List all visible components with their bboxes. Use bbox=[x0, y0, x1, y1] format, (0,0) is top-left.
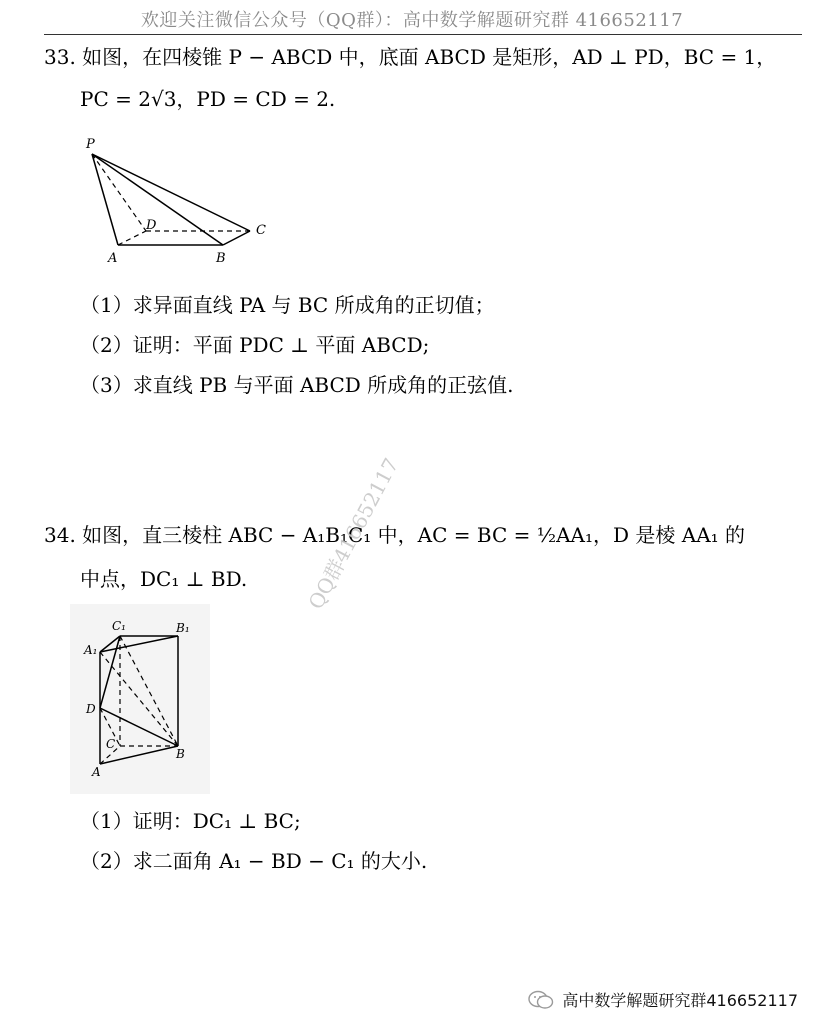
problem-34-stem-line-2: 中点，DC₁ ⊥ BD. bbox=[80, 567, 248, 591]
problem-34-question-2: （2）求二面角 A₁ − BD − C₁ 的大小. bbox=[80, 849, 428, 873]
label-A: A bbox=[108, 251, 118, 266]
label-B1: B₁ bbox=[176, 621, 190, 635]
problem-33-question-2: （2）证明：平面 PDC ⊥ 平面 ABCD; bbox=[80, 333, 430, 357]
edge-PA bbox=[92, 154, 118, 245]
footer-brand bbox=[528, 988, 798, 1011]
page-header: 欢迎关注微信公众号（QQ群）：高中数学解题研究群 416652117 bbox=[140, 10, 684, 31]
wechat-icon bbox=[528, 990, 554, 1010]
problem-34-prism-figure bbox=[70, 604, 210, 794]
label-A: A bbox=[92, 765, 101, 779]
edge-AD bbox=[118, 231, 146, 245]
label-B: B bbox=[216, 251, 226, 266]
problem-34-question-1: （1）证明：DC₁ ⊥ BC; bbox=[80, 809, 301, 833]
label-P: P bbox=[86, 137, 95, 152]
diagonal-watermark: QQ群416652117 bbox=[303, 454, 404, 614]
problem-33-question-1: （1）求异面直线 PA 与 BC 所成角的正切值； bbox=[80, 293, 495, 317]
footer-label: 高中数学解题研究群416652117 bbox=[562, 991, 798, 1010]
problem-33-pyramid-figure bbox=[80, 130, 280, 270]
edge-PD bbox=[92, 154, 146, 231]
label-C1: C₁ bbox=[112, 619, 126, 633]
label-B: B bbox=[176, 747, 185, 761]
label-A1: A₁ bbox=[84, 643, 98, 657]
edge-BC bbox=[223, 231, 250, 245]
label-D: D bbox=[86, 702, 96, 716]
label-C: C bbox=[106, 737, 116, 751]
label-D: D bbox=[146, 218, 157, 233]
problem-34-stem-line-1: 34. 如图，直三棱柱 ABC − A₁B₁C₁ 中，AC = BC = ½AA₁，D 是棱 AA₁ 的 bbox=[44, 523, 746, 547]
problem-33-stem-line-1: 33. 如图，在四棱锥 P − ABCD 中，底面 ABCD 是矩形，AD ⊥ PD，BC = 1， bbox=[44, 45, 777, 69]
label-C: C bbox=[256, 223, 266, 238]
problem-33-stem-line-2: PC = 2√3，PD = CD = 2. bbox=[80, 87, 336, 111]
problem-33-question-3: （3）求直线 PB 与平面 ABCD 所成角的正弦值. bbox=[80, 373, 514, 397]
edge-PC bbox=[92, 154, 250, 231]
header-divider bbox=[44, 34, 802, 35]
